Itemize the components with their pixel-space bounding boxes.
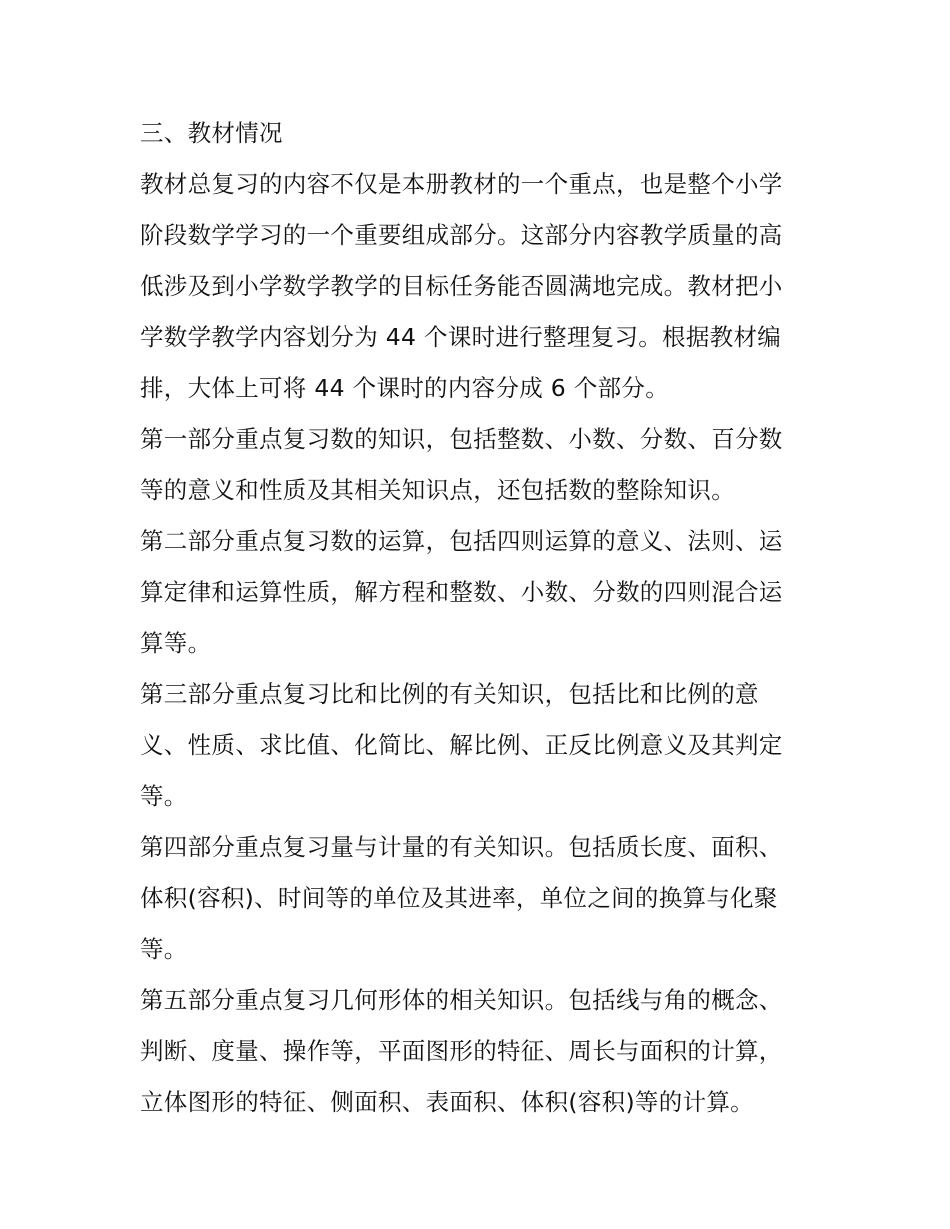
- paragraph-part-5: [140, 975, 820, 1128]
- paragraph-line: 等。: [140, 935, 188, 963]
- paragraph-line: 算定律和运算性质，解方程和整数、小数、分数的四则混合运: [140, 578, 783, 606]
- paragraph-line: 低涉及到小学数学教学的目标任务能否圆满地完成。教材把小: [140, 272, 783, 300]
- paragraph-line: 学数学教学内容划分为 44 个课时进行整理复习。根据教材编: [140, 323, 782, 351]
- paragraph-line: 第二部分重点复习数的运算，包括四则运算的意义、法则、运: [140, 527, 783, 555]
- paragraph-line: 排，大体上可将 44 个课时的内容分成 6 个部分。: [140, 374, 670, 402]
- paragraph-line: 等的意义和性质及其相关知识点，还包括数的整除知识。: [140, 476, 735, 504]
- paragraph-line: 第一部分重点复习数的知识，包括整数、小数、分数、百分数: [140, 425, 783, 453]
- section-heading: 三、教材情况: [140, 119, 283, 147]
- paragraph-intro: [140, 159, 820, 414]
- paragraph-line: 算等。: [140, 629, 212, 657]
- paragraph-line: 体积(容积)、时间等的单位及其进率，单位之间的换算与化聚: [140, 884, 778, 912]
- paragraph-line: 判断、度量、操作等，平面图形的特征、周长与面积的计算，: [140, 1037, 783, 1065]
- paragraph-part-4: [140, 822, 820, 975]
- paragraph-line: 第五部分重点复习几何形体的相关知识。包括线与角的概念、: [140, 986, 783, 1014]
- document-body: [140, 108, 820, 1128]
- paragraph-line: 义、性质、求比值、化简比、解比例、正反比例意义及其判定: [140, 731, 783, 759]
- paragraph-part-2: [140, 516, 820, 669]
- paragraph-line: 等。: [140, 782, 188, 810]
- paragraph-line: 立体图形的特征、侧面积、表面积、体积(容积)等的计算。: [140, 1088, 754, 1116]
- paragraph-line: 第四部分重点复习量与计量的有关知识。包括质长度、面积、: [140, 833, 783, 861]
- paragraph-part-1: [140, 414, 820, 516]
- paragraph-part-3: [140, 669, 820, 822]
- paragraph-line: 阶段数学学习的一个重要组成部分。这部分内容教学质量的高: [140, 221, 783, 249]
- paragraph-line: 第三部分重点复习比和比例的有关知识，包括比和比例的意: [140, 680, 759, 708]
- paragraph-line: 教材总复习的内容不仅是本册教材的一个重点，也是整个小学: [140, 170, 783, 198]
